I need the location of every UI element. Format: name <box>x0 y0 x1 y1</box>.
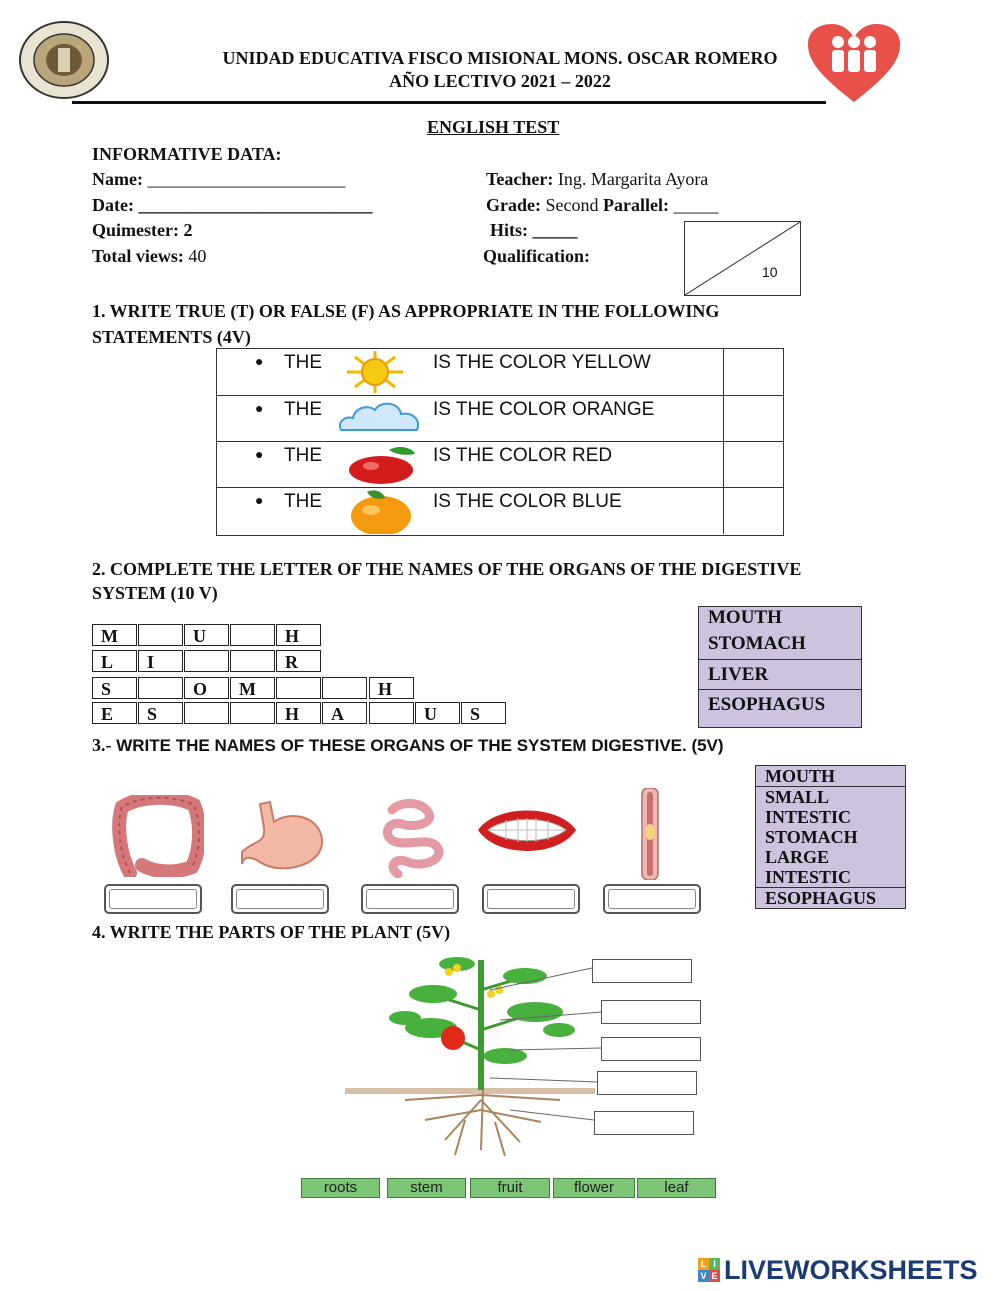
section4-title: 4. WRITE THE PARTS OF THE PLANT (5V) <box>92 922 451 942</box>
apple-icon <box>337 442 427 488</box>
section1-title-line1: 1. WRITE TRUE (T) OR FALSE (F) AS APPROPRIATE IN THE FOLLOWING <box>92 301 720 321</box>
school-year: AÑO LECTIVO 2021 – 2022 <box>389 71 611 91</box>
grid-letter: S <box>138 702 183 724</box>
grade-value: Second <box>545 195 599 215</box>
date-input[interactable]: __________________________ <box>138 195 373 215</box>
grid-letter: I <box>138 650 183 672</box>
large-intestine-icon <box>112 795 204 877</box>
teacher-value: Ing. Margarita Ayora <box>557 169 709 189</box>
hits-input[interactable]: _____ <box>532 220 578 240</box>
grid-blank-cell[interactable] <box>184 650 229 672</box>
badge-letter: E <box>709 1270 720 1282</box>
grid-blank-cell[interactable] <box>230 624 275 646</box>
grid-letter: U <box>184 624 229 646</box>
section3-title-text: WRITE THE NAMES OF THESE ORGANS OF THE SYSTEM DIGESTIVE. (5V) <box>116 736 724 755</box>
orange-icon <box>337 488 427 534</box>
info-heading: INFORMATIVE DATA: <box>92 144 282 164</box>
tf-statement: IS THE COLOR ORANGE <box>433 399 655 420</box>
organ-answer-input[interactable] <box>603 884 701 914</box>
tf-statement: IS THE COLOR YELLOW <box>433 352 651 373</box>
organ-name-bank <box>755 765 906 909</box>
organ-answer-input[interactable] <box>231 884 329 914</box>
total-views-label: Total views: <box>92 246 184 266</box>
qualification-total: 10 <box>762 264 778 280</box>
bank-word: MOUTH <box>765 766 835 786</box>
option-flower[interactable]: flower <box>553 1178 635 1198</box>
section1-title-line2: STATEMENTS (4V) <box>92 327 251 347</box>
organ-answer-input[interactable] <box>104 884 202 914</box>
qualification-box[interactable] <box>684 221 801 296</box>
bullet-icon: ● <box>255 355 264 370</box>
tf-row <box>217 349 783 395</box>
option-leaf[interactable]: leaf <box>637 1178 716 1198</box>
grid-blank-cell[interactable] <box>184 702 229 724</box>
grid-blank-cell[interactable] <box>276 677 321 699</box>
tf-statement: IS THE COLOR BLUE <box>433 491 622 512</box>
plant-part-input[interactable] <box>594 1111 694 1135</box>
bank-word: MOUTH <box>708 607 782 628</box>
small-intestine-icon <box>372 798 450 878</box>
grid-letter: M <box>230 677 275 699</box>
tf-the: THE <box>284 491 322 512</box>
total-views <box>92 246 206 267</box>
tf-row <box>217 441 783 488</box>
fe-y-alegria-logo <box>808 24 900 104</box>
tf-the: THE <box>284 352 322 373</box>
plant-part-input[interactable] <box>597 1071 697 1095</box>
badge-letter: V <box>698 1270 709 1282</box>
teacher-line <box>486 169 708 190</box>
esophagus-icon <box>638 788 662 880</box>
grid-blank-cell[interactable] <box>369 702 414 724</box>
plant-part-input[interactable] <box>601 1037 701 1061</box>
name-line <box>92 169 345 190</box>
tf-answer-box[interactable] <box>723 396 783 442</box>
section2-title <box>92 557 892 605</box>
plant-part-input[interactable] <box>592 959 692 983</box>
hits-label: Hits: <box>490 220 528 240</box>
plant-label-lines <box>460 960 610 1130</box>
date-line <box>92 195 372 216</box>
stomach-icon <box>240 800 325 875</box>
date-label: Date: <box>92 195 134 215</box>
grid-letter: E <box>92 702 137 724</box>
section3-title <box>92 735 724 756</box>
tf-the: THE <box>284 445 322 466</box>
test-title: ENGLISH TEST <box>427 117 560 137</box>
mouth-icon <box>476 802 578 862</box>
name-input[interactable]: ______________________ <box>147 169 346 189</box>
bullet-icon: ● <box>255 494 264 509</box>
organ-answer-input[interactable] <box>482 884 580 914</box>
tf-answer-box[interactable] <box>723 442 783 488</box>
organ-word-bank <box>698 606 862 728</box>
qualification-label: Qualification: <box>483 246 590 266</box>
grid-blank-cell[interactable] <box>138 677 183 699</box>
grid-letter: H <box>276 624 321 646</box>
school-seal <box>18 20 110 100</box>
section2-title-line2: SYSTEM (10 V) <box>92 583 218 603</box>
tf-answer-box[interactable] <box>723 488 783 534</box>
grid-blank-cell[interactable] <box>322 677 367 699</box>
sun-icon <box>337 349 427 395</box>
grid-letter: A <box>322 702 367 724</box>
tf-statement: IS THE COLOR RED <box>433 445 613 466</box>
bullet-icon: ● <box>255 448 264 463</box>
quimester: Quimester: 2 <box>92 220 193 240</box>
grade-line <box>486 195 718 216</box>
badge-letter: L <box>698 1258 709 1270</box>
option-stem[interactable]: stem <box>387 1178 466 1198</box>
tf-row <box>217 487 783 534</box>
tf-answer-box[interactable] <box>723 349 783 395</box>
grid-letter: S <box>461 702 506 724</box>
bank-word: LARGE INTESTIC <box>765 847 852 887</box>
section2-title-line1: 2. COMPLETE THE LETTER OF THE NAMES OF THE ORGANS OF THE DIGESTIVE <box>92 559 802 579</box>
grid-letter: L <box>92 650 137 672</box>
name-label: Name: <box>92 169 143 189</box>
teacher-label: Teacher: <box>486 169 554 189</box>
tf-row <box>217 395 783 442</box>
badge-letter: I <box>709 1258 720 1270</box>
grid-blank-cell[interactable] <box>230 702 275 724</box>
option-roots[interactable]: roots <box>301 1178 380 1198</box>
organ-answer-input[interactable] <box>361 884 459 914</box>
bank-word: ESOPHAGUS <box>756 887 905 908</box>
parallel-label: Parallel: <box>602 195 669 215</box>
qualification-diagonal <box>685 222 800 295</box>
bank-word: ESOPHAGUS <box>699 689 861 719</box>
school-name: UNIDAD EDUCATIVA FISCO MISIONAL MONS. OSCAR ROMERO <box>222 48 778 68</box>
header-rule <box>72 101 826 104</box>
grid-letter: R <box>276 650 321 672</box>
true-false-table <box>216 348 784 536</box>
bank-word: LIVER <box>699 659 861 689</box>
cloud-icon <box>337 396 427 442</box>
grid-letter: H <box>369 677 414 699</box>
grid-letter: S <box>92 677 137 699</box>
bank-word: SMALL INTESTIC <box>756 786 905 827</box>
hits-line <box>490 220 578 241</box>
grid-letter: H <box>276 702 321 724</box>
grid-letter: O <box>184 677 229 699</box>
liveworksheets-badge-icon <box>698 1258 720 1282</box>
bank-word: STOMACH <box>765 827 858 847</box>
total-views-value: 40 <box>188 246 207 266</box>
section1-title <box>92 298 892 350</box>
plant-part-input[interactable] <box>601 1000 701 1024</box>
bullet-icon: ● <box>255 402 264 417</box>
section3-title-num: 3.- <box>92 735 112 755</box>
grade-label: Grade: <box>486 195 541 215</box>
grid-blank-cell[interactable] <box>230 650 275 672</box>
grid-blank-cell[interactable] <box>138 624 183 646</box>
grid-letter: M <box>92 624 137 646</box>
bank-word: STOMACH <box>708 633 806 654</box>
liveworksheets-brand: LIVEWORKSHEETS <box>724 1255 978 1285</box>
tf-the: THE <box>284 399 322 420</box>
parallel-input[interactable]: _____ <box>673 195 719 215</box>
option-fruit[interactable]: fruit <box>470 1178 550 1198</box>
grid-letter: U <box>415 702 460 724</box>
